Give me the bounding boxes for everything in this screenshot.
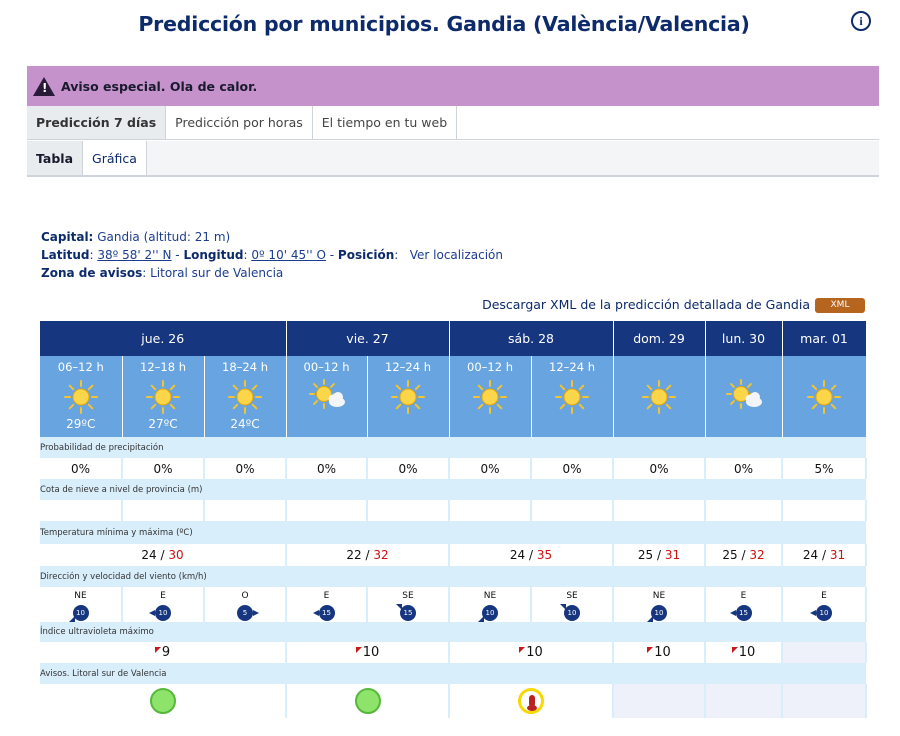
uv-cell: 10: [286, 642, 449, 663]
uv-flag-icon: [155, 647, 161, 653]
period-cell: [449, 356, 531, 437]
capital-value: Gandia (altitud: 21 m): [97, 230, 231, 244]
sun-cloud-icon: [287, 377, 367, 417]
sub-tabs: [27, 141, 879, 177]
period-label: 12–18 h: [140, 360, 186, 374]
wind-speed-icon: 10: [73, 605, 89, 621]
pos-label: Posición: [337, 248, 395, 262]
uv-flag-icon: [647, 647, 653, 653]
uv-cell: 10: [705, 642, 782, 663]
wind-direction: NE: [74, 591, 87, 601]
lat-value: 38º 58' 2'' N: [97, 248, 172, 262]
wind-cell: [122, 587, 204, 622]
temp-cell: 24 / 35: [449, 544, 613, 566]
wind-speed-icon: 10: [564, 605, 580, 621]
period-cell: [204, 356, 286, 437]
period-label: 12–24 h: [549, 360, 595, 374]
precip-cell: 0%: [705, 458, 782, 479]
period-cell: [286, 356, 367, 437]
period-temp: 27ºC: [148, 417, 178, 431]
wind-cell: [367, 587, 449, 622]
sun-icon: [368, 377, 449, 417]
period-label: [614, 360, 705, 375]
day-header: mar. 01: [782, 321, 866, 356]
sun-icon: [450, 377, 531, 417]
temp-cell: 22 / 32: [286, 544, 449, 566]
wind-speed-icon: 5: [237, 605, 253, 621]
uv-label: Índice ultravioleta máximo: [40, 622, 866, 642]
wind-cell: [449, 587, 531, 622]
precip-cell: 0%: [286, 458, 367, 479]
wind-cell: [782, 587, 866, 622]
period-cell: [367, 356, 449, 437]
wind-speed-icon: 15: [400, 605, 416, 621]
uv-flag-icon: [519, 647, 525, 653]
wind-direction: E: [821, 591, 827, 601]
wind-cell: [531, 587, 613, 622]
xml-download-link[interactable]: Descargar XML de la predicción detallada de Gandia: [482, 297, 810, 312]
location-meta: Capital: Gandia (altitud: 21 m) Latitud: 38º 58' 2'' N - Longitud: 0º 10' 45'' O - Posición: Ver localización Zona de avisos: Litoral sur de Valencia: [41, 230, 503, 280]
period-cell: [40, 356, 122, 437]
uv-flag-icon: [356, 647, 362, 653]
wind-label: Dirección y velocidad del viento (km/h): [40, 566, 866, 587]
sun-icon: [783, 377, 866, 417]
wind-cell: [286, 587, 367, 622]
sun-cloud-icon: [706, 377, 782, 417]
wind-direction: NE: [483, 591, 497, 601]
forecast-table: [40, 321, 867, 718]
period-cell: [122, 356, 204, 437]
sun-icon: [205, 377, 286, 417]
wind-direction: SE: [402, 591, 414, 601]
uv-cell: [782, 642, 866, 663]
xml-badge[interactable]: XML: [815, 298, 865, 313]
wind-speed-icon: 10: [816, 605, 832, 621]
uv-cell: 10: [613, 642, 705, 663]
sun-icon: [123, 377, 204, 417]
temp-label: Temperatura mínima y máxima (ºC): [40, 521, 866, 544]
wind-direction: E: [740, 591, 747, 601]
info-icon[interactable]: i: [851, 11, 871, 31]
period-temp: 29ºC: [66, 417, 96, 431]
sun-icon: [40, 377, 122, 417]
period-cell: [613, 356, 705, 437]
period-label: 18–24 h: [222, 360, 268, 374]
aviso-cell: [782, 684, 866, 718]
wind-speed-icon: 15: [319, 605, 335, 621]
aviso-cell: [40, 684, 286, 718]
precip-cell: 0%: [449, 458, 531, 479]
temp-cell: 24 / 30: [40, 544, 286, 566]
day-header: jue. 26: [40, 321, 286, 356]
ver-localizacion-link[interactable]: Ver localización: [409, 248, 503, 262]
heat-warning-icon[interactable]: [518, 688, 544, 714]
tab-prediccion-7-dias[interactable]: Predicción 7 días: [27, 106, 166, 139]
lon-value: 0º 10' 45'' O: [251, 248, 326, 262]
page-title: Predicción por municipios. Gandia (València/Valencia): [138, 12, 750, 36]
avisos-label: Avisos. Litoral sur de Valencia: [40, 663, 866, 684]
temp-cell: 24 / 31: [782, 544, 866, 566]
aviso-cell: [449, 684, 613, 718]
wind-cell: [705, 587, 782, 622]
precip-cell: 0%: [613, 458, 705, 479]
precip-cell: 0%: [531, 458, 613, 479]
period-cell: [705, 356, 782, 437]
tab-grafica[interactable]: Gráfica: [83, 141, 147, 175]
alert-text: Aviso especial. Ola de calor.: [61, 78, 258, 94]
precip-cell: 0%: [204, 458, 286, 479]
tab-tiempo-en-tu-web[interactable]: El tiempo en tu web: [313, 106, 457, 139]
wind-direction: E: [160, 591, 166, 601]
wind-speed-icon: 10: [651, 605, 667, 621]
precip-cell: 0%: [40, 458, 122, 479]
wind-direction: O: [241, 591, 249, 601]
uv-cell: 9: [40, 642, 286, 663]
wind-direction: E: [323, 591, 330, 601]
lon-label: Longitud: [183, 248, 244, 262]
green-status-icon[interactable]: [355, 688, 381, 714]
precip-label: Probabilidad de precipitación: [40, 437, 866, 458]
wind-direction: NE: [652, 591, 666, 601]
uv-cell: 10: [449, 642, 613, 663]
zona-label: Zona de avisos: [41, 266, 143, 280]
period-cell: [782, 356, 866, 437]
wind-cell: [613, 587, 705, 622]
zona-value: Litoral sur de Valencia: [150, 266, 284, 280]
main-tabs: [27, 106, 879, 140]
period-temp: 24ºC: [230, 417, 260, 431]
period-label: 06–12 h: [57, 360, 104, 374]
wind-direction: SE: [566, 591, 578, 601]
day-header: dom. 29: [613, 321, 705, 356]
snow-label: Cota de nieve a nivel de provincia (m): [40, 479, 866, 500]
day-header: sáb. 28: [449, 321, 613, 356]
period-cell: [531, 356, 613, 437]
precip-cell: 5%: [782, 458, 866, 479]
sun-icon: [614, 377, 705, 417]
period-label: 00–12 h: [467, 360, 513, 374]
sun-icon: [532, 377, 613, 417]
wind-speed-icon: 15: [736, 605, 752, 621]
precip-cell: 0%: [367, 458, 449, 479]
wind-speed-icon: 10: [155, 605, 171, 621]
aviso-cell: [286, 684, 449, 718]
temp-cell: 25 / 31: [613, 544, 705, 566]
period-label: 12–24 h: [385, 360, 431, 374]
wind-speed-icon: 10: [482, 605, 498, 621]
uv-flag-icon: [732, 647, 738, 653]
aviso-cell: [613, 684, 705, 718]
green-status-icon[interactable]: [150, 688, 176, 714]
heat-alert-banner[interactable]: [27, 66, 879, 106]
day-header: vie. 27: [286, 321, 449, 356]
tab-tabla[interactable]: Tabla: [27, 141, 83, 175]
period-label: [706, 360, 782, 375]
period-label: 00–12 h: [303, 360, 350, 374]
wind-cell: [204, 587, 286, 622]
tab-prediccion-por-horas[interactable]: Predicción por horas: [166, 106, 313, 139]
warning-icon: !: [33, 77, 55, 96]
capital-label: Capital:: [41, 230, 94, 244]
day-header: lun. 30: [705, 321, 782, 356]
lat-label: Latitud: [41, 248, 90, 262]
temp-cell: 25 / 32: [705, 544, 782, 566]
precip-cell: 0%: [122, 458, 204, 479]
wind-cell: [40, 587, 122, 622]
period-label: [783, 360, 866, 375]
aviso-cell: [705, 684, 782, 718]
